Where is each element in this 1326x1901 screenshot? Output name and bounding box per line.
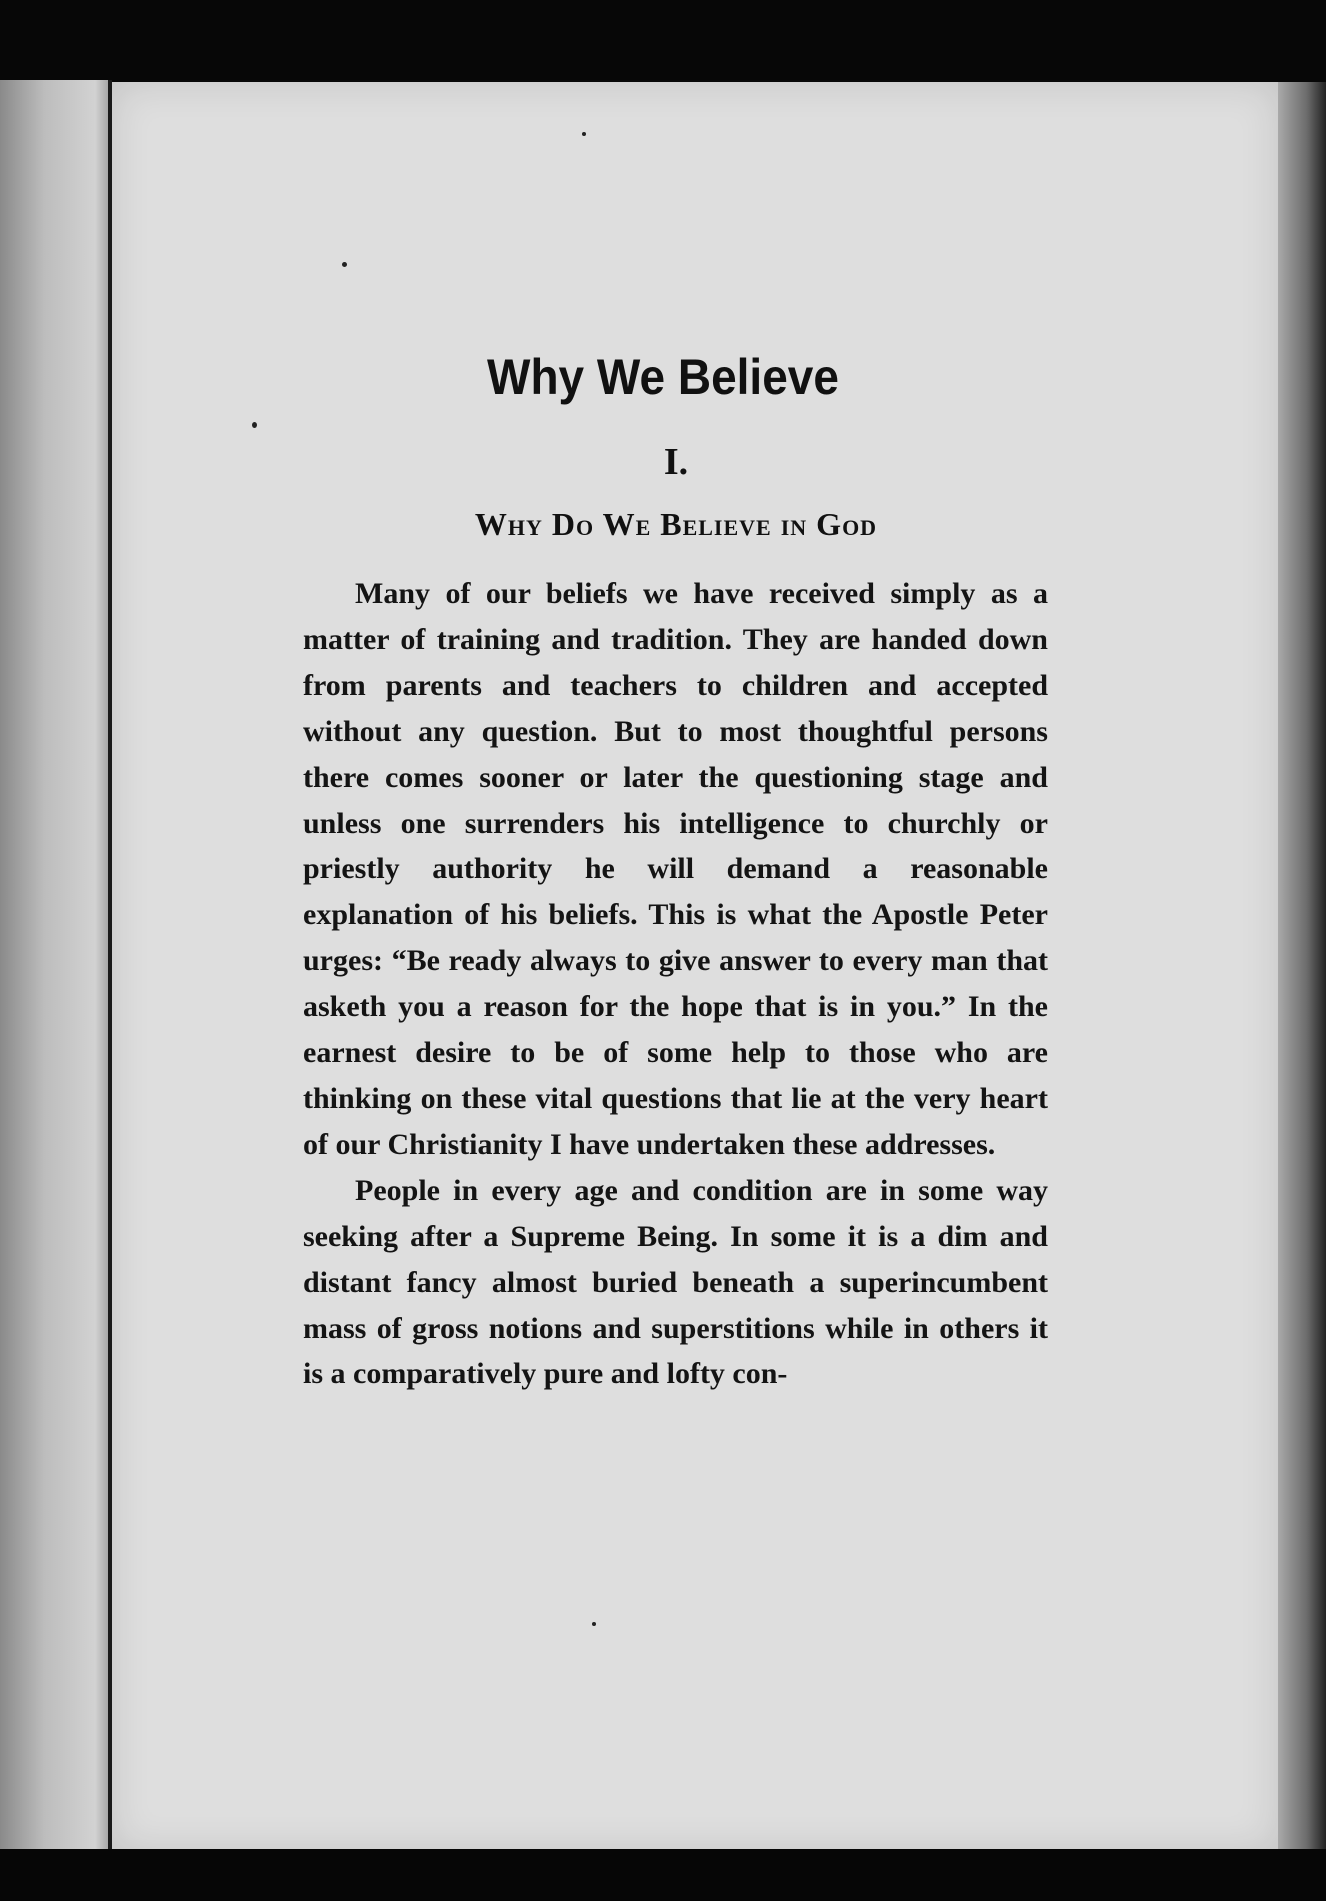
scan-bottom-border [0,1849,1326,1901]
paper-speck [342,262,347,267]
paper-speck [592,1622,596,1626]
body-text [303,571,1048,1397]
right-page-edge [1278,82,1326,1852]
paragraph: People in every age and condition are in some way seeking after a Supreme Being. In some it is a dim and distant fancy almost buried beneath a superincumbent mass of gross notions and superstitions while in others it is a comparatively pure and lofty con- [303,1173,1048,1391]
left-page-edge [0,80,112,1855]
scan-top-border [0,0,1326,86]
paragraph: Many of our beliefs we have received simply as a matter of training and tradition. They are handed down from parents and teachers to children and accepted without any question. But to most thoughtful persons there comes sooner or later the questioning stage and unless one surrenders his intelligence to churchly or priestly authority he will demand a reasonable explanation of his beliefs. This is what the Apostle Peter urges: “Be ready always to give answer to every man that asketh you a reason for the hope that is in you.” In the earnest desire to be of some help to those who are thinking on these vital questions that lie at the very heart of our Christianity I have undertaken these addresses. [303,577,1048,1161]
page-title: Why We Believe [487,349,839,405]
chapter-title: Why Do We Believe in God [474,506,878,542]
chapter-number: I. [663,441,689,483]
paper-speck [582,132,586,136]
paper-speck [252,422,257,428]
